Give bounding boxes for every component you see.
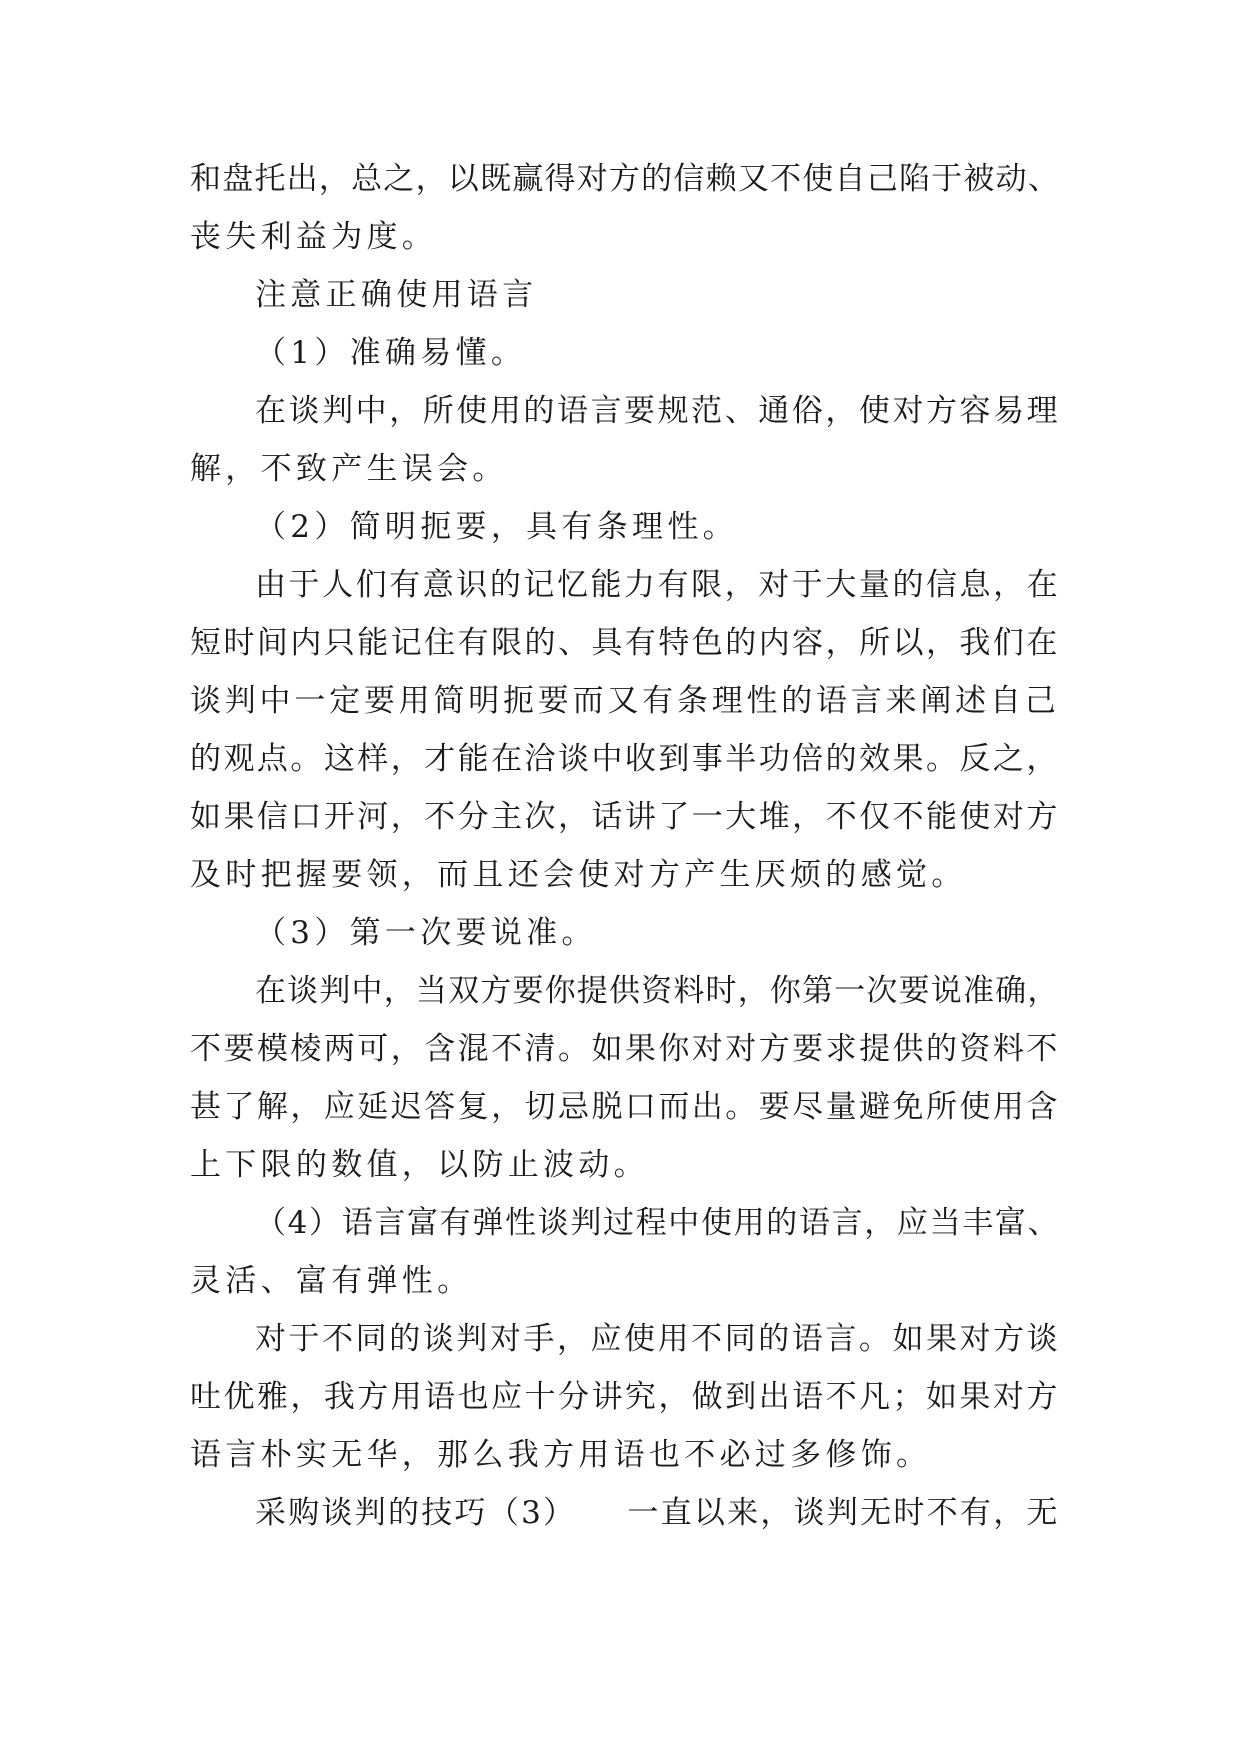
text-line: 和盘托出，总之，以既赢得对方的信赖又不使自己陷于被动、 xyxy=(190,161,1061,197)
text-line: 由于人们有意识的记忆能力有限，对于大量的信息，在 xyxy=(255,567,1061,603)
subheading: （2）简明扼要，具有条理性。 xyxy=(255,509,738,545)
text-line: 如果信口开河，不分主次，话讲了一大堆，不仅不能使对方 xyxy=(190,799,1060,835)
text-line: 及时把握要领，而且还会使对方产生厌烦的感觉。 xyxy=(190,857,967,893)
subheading: （4）语言富有弹性谈判过程中使用的语言，应当丰富、 xyxy=(255,1205,1061,1241)
text-line: 采购谈判的技巧（3） 一直以来，谈判无时不有，无 xyxy=(255,1495,1060,1531)
text-line: 丧失利益为度。 xyxy=(190,219,438,255)
text-line: 灵活、富有弹性。 xyxy=(190,1263,473,1299)
text-line: 对于不同的谈判对手，应使用不同的语言。如果对方谈 xyxy=(255,1321,1061,1357)
text-line: 甚了解，应延迟答复，切忌脱口而出。要尽量避免所使用含 xyxy=(190,1089,1060,1125)
text-line: 语言朴实无华，那么我方用语也不必过多修饰。 xyxy=(190,1437,932,1473)
text-line: 在谈判中，当双方要你提供资料时，你第一次要说准确， xyxy=(255,973,1060,1009)
text-line: 解，不致产生误会。 xyxy=(190,451,508,487)
text-line: 在谈判中，所使用的语言要规范、通俗，使对方容易理 xyxy=(255,393,1061,429)
section-heading: 注意正确使用语言 xyxy=(255,277,538,313)
text-line: 谈判中一定要用简明扼要而又有条理性的语言来阐述自己 xyxy=(190,683,1060,719)
subheading: （1）准确易懂。 xyxy=(255,335,527,371)
subheading: （3）第一次要说准。 xyxy=(255,915,597,951)
text-line: 吐优雅，我方用语也应十分讲究，做到出语不凡；如果对方 xyxy=(190,1379,1060,1415)
text-line: 的观点。这样，才能在洽谈中收到事半功倍的效果。反之， xyxy=(190,741,1060,777)
text-line: 上下限的数值，以防止波动。 xyxy=(190,1147,649,1183)
text-line: 不要模棱两可，含混不清。如果你对对方要求提供的资料不 xyxy=(190,1031,1060,1067)
text-line: 短时间内只能记住有限的、具有特色的内容，所以，我们在 xyxy=(190,625,1060,661)
